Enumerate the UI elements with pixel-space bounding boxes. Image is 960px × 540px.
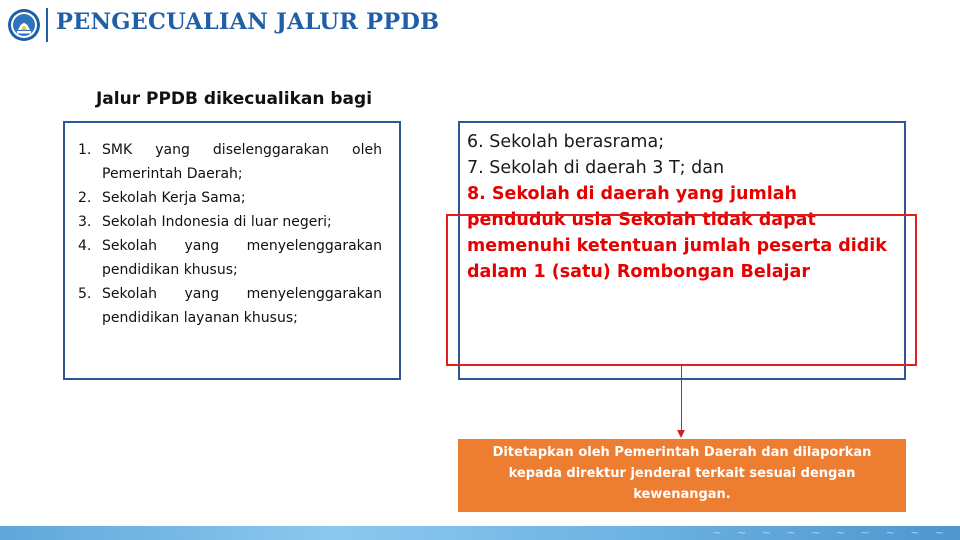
exception-list-box	[63, 121, 401, 380]
left-panel-heading: Jalur PPDB dikecualikan bagi	[95, 89, 373, 109]
list-item-7: 7. Sekolah di daerah 3 T; dan	[467, 158, 725, 178]
list-item-number: 4.	[78, 238, 92, 254]
list-item-8-highlighted: 8. Sekolah di daerah yang jumlah penduduk usia Sekolah tidak dapat memenuhi ketentuan jumlah peserta didik dalam 1 (satu) Rombongan Belajar	[467, 184, 887, 282]
down-arrow-icon	[677, 430, 685, 438]
highlight-frame	[446, 214, 917, 366]
tut-wuri-handayani-logo-icon	[7, 8, 41, 42]
list-item-6: 6. Sekolah berasrama;	[467, 132, 665, 152]
list-item-text: Sekolah Kerja Sama;	[102, 190, 246, 206]
list-item-number: 2.	[78, 190, 92, 206]
footer-band	[0, 526, 960, 540]
list-item-text: Sekolah yang menyelenggarakan pendidikan layanan khusus;	[102, 286, 382, 326]
header-divider	[46, 8, 48, 42]
exception-list	[78, 138, 382, 330]
callout-note: Ditetapkan oleh Pemerintah Daerah dan dilaporkan kepada direktur jenderal terkait sesuai dengan kewenangan.	[458, 439, 906, 512]
wave-decoration-icon: ~ ~ ~ ~ ~ ~ ~ ~ ~ ~	[712, 526, 950, 539]
list-item-number: 5.	[78, 286, 92, 302]
list-item	[78, 282, 382, 330]
list-item	[78, 234, 382, 282]
slide-title: PENGECUALIAN JALUR PPDB	[56, 9, 440, 35]
list-item-number: 3.	[78, 214, 92, 230]
list-item-text: Sekolah yang menyelenggarakan pendidikan khusus;	[102, 238, 382, 278]
list-item-text: SMK yang diselenggarakan oleh Pemerintah Daerah;	[102, 142, 382, 182]
list-item	[78, 186, 382, 210]
list-item-number: 1.	[78, 142, 92, 158]
list-item	[78, 210, 382, 234]
list-item	[78, 138, 382, 186]
list-item-text: Sekolah Indonesia di luar negeri;	[102, 214, 332, 230]
connector-line	[681, 366, 682, 432]
